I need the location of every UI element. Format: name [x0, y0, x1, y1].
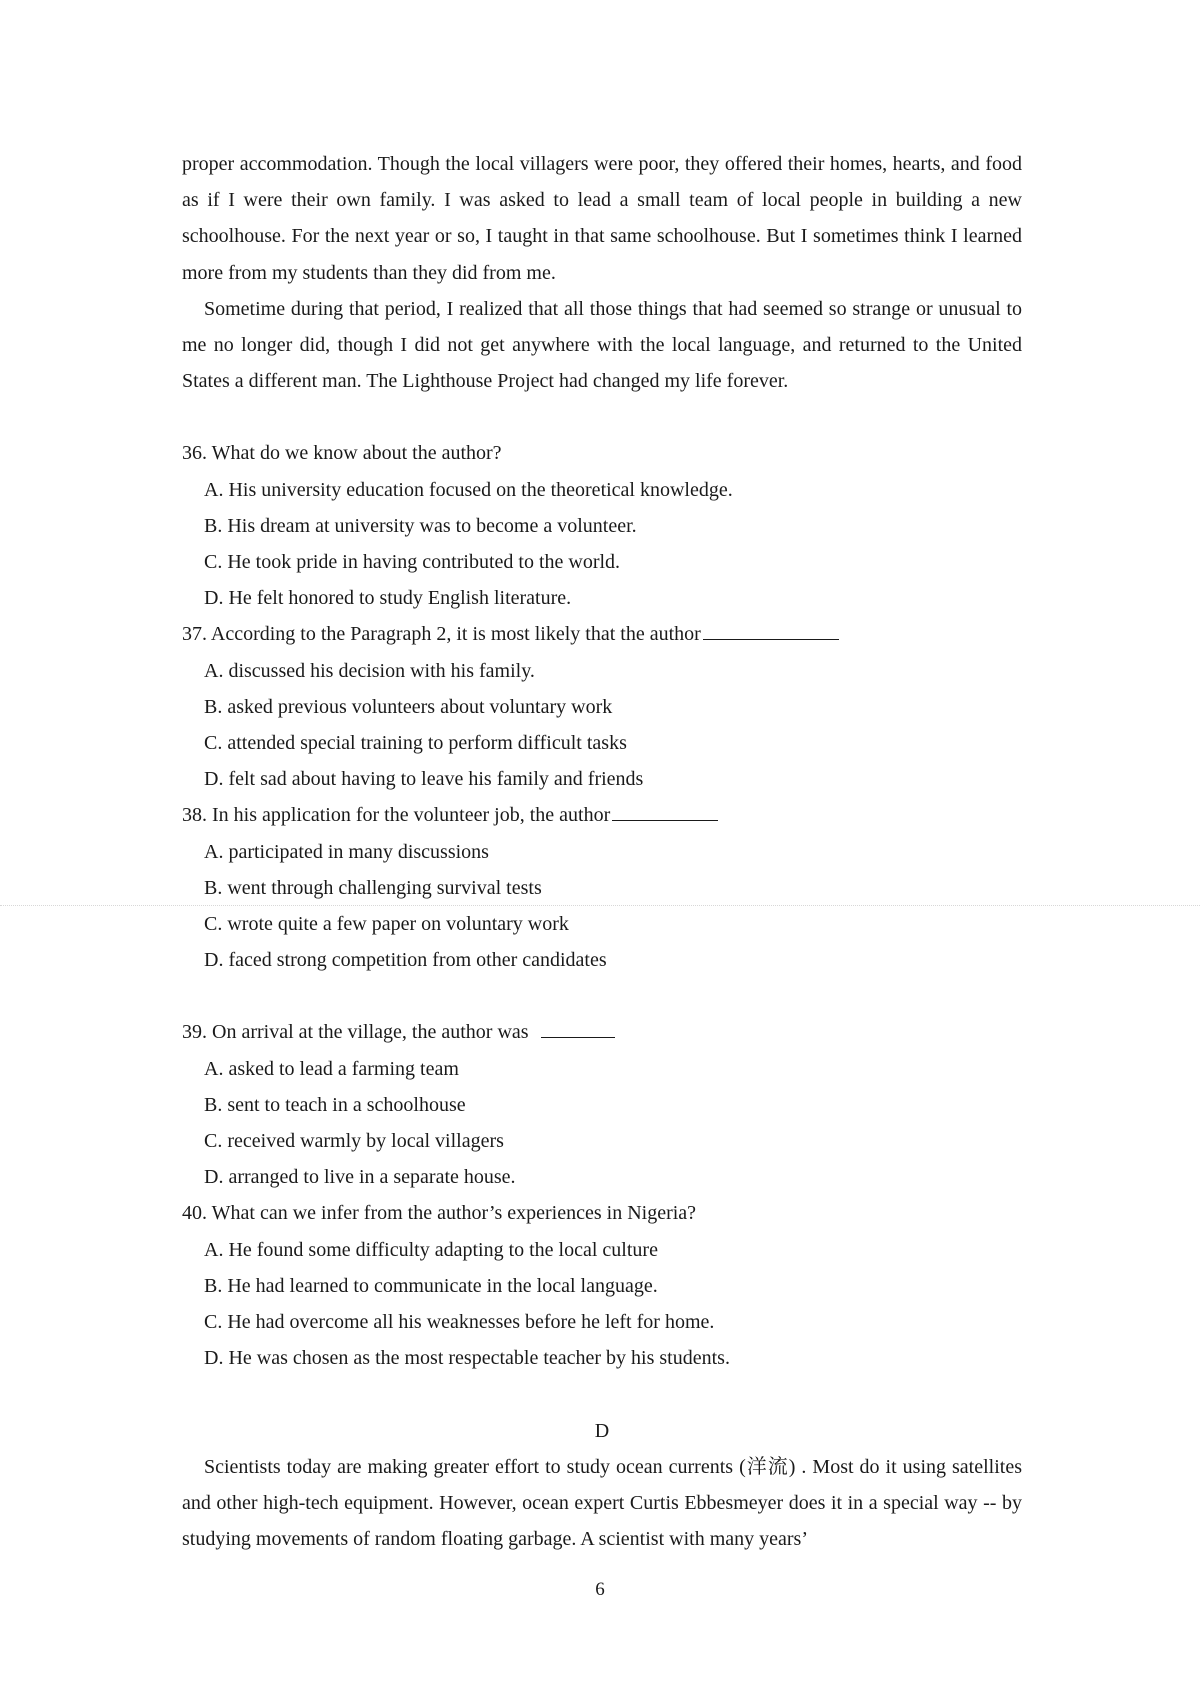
question-stem: 40. What can we infer from the author’s experiences in Nigeria? — [182, 1202, 697, 1225]
answer-option: D. faced strong competition from other candidates — [204, 949, 607, 972]
answer-option: B. went through challenging survival tests — [204, 876, 542, 899]
answer-option: B. asked previous volunteers about voluntary work — [204, 695, 613, 718]
answer-option: D. felt sad about having to leave his family and friends — [204, 768, 644, 791]
question-stem: 36. What do we know about the author? — [182, 442, 502, 465]
answer-option: C. received warmly by local villagers — [204, 1130, 504, 1153]
answer-option: A. His university education focused on the theoretical knowledge. — [204, 478, 733, 501]
answer-option: A. He found some difficulty adapting to the local culture — [204, 1238, 658, 1261]
answer-option: D. arranged to live in a separate house. — [204, 1166, 516, 1189]
answer-blank — [612, 798, 718, 821]
question-40 — [182, 1195, 1022, 1376]
answer-option: C. attended special training to perform difficult tasks — [204, 732, 627, 755]
answer-option: B. sent to teach in a schoolhouse — [204, 1093, 466, 1116]
answer-option: A. discussed his decision with his family. — [204, 659, 535, 682]
passage-c-paragraph: proper accommodation. Though the local villagers were poor, they offered their homes, hearts, and food as if I were their own family. I was asked to lead a small team of local people in building a new schoolhouse. For the next year or so, I taught in that same schoolhouse. But I sometimes think I learned more from my students than they did from me. — [182, 153, 1022, 284]
question-36 — [182, 435, 1022, 616]
answer-option: A. asked to lead a farming team — [204, 1057, 459, 1080]
passage-d-paragraph: Scientists today are making greater effort to study ocean currents (洋流) . Most do it using satellites and other high-tech equipment. However, ocean expert Curtis Ebbesmeyer does it in a special way -- by studying movements of random floating garbage. A scientist with many years’ — [182, 1455, 1022, 1551]
question-stem: 38. In his application for the volunteer job, the author — [182, 804, 611, 827]
section-heading: D — [594, 1419, 610, 1442]
question-37 — [182, 616, 1022, 797]
answer-option: A. participated in many discussions — [204, 840, 489, 863]
question-stem: 37. According to the Paragraph 2, it is most likely that the author — [182, 623, 701, 646]
answer-blank — [703, 617, 839, 640]
scan-divider-line — [0, 905, 1200, 906]
question-39 — [182, 1014, 1022, 1195]
answer-option: C. He had overcome all his weaknesses before he left for home. — [204, 1311, 715, 1334]
question-stem: 39. On arrival at the village, the author was — [182, 1021, 529, 1044]
passage-c-paragraph: Sometime during that period, I realized that all those things that had seemed so strange or unusual to me no longer did, though I did not get anywhere with the local language, and returned to the United States a different man. The Lighthouse Project had changed my life forever. — [182, 297, 1022, 393]
answer-option: D. He was chosen as the most respectable teacher by his students. — [204, 1347, 730, 1370]
question-stem-line — [182, 1014, 1022, 1050]
question-38 — [182, 797, 1022, 978]
answer-option: B. He had learned to communicate in the local language. — [204, 1274, 658, 1297]
question-stem-line — [182, 797, 1022, 833]
answer-option: C. He took pride in having contributed to the world. — [204, 551, 621, 574]
page-number: 6 — [595, 1579, 605, 1600]
answer-option: B. His dream at university was to become a volunteer. — [204, 514, 637, 537]
page-content — [182, 146, 1022, 1557]
question-stem-line — [182, 616, 1022, 652]
answer-option: D. He felt honored to study English literature. — [204, 587, 572, 610]
answer-blank — [541, 1015, 615, 1038]
spacer — [182, 978, 1022, 1014]
answer-option: C. wrote quite a few paper on voluntary work — [204, 913, 569, 936]
spacer — [182, 1377, 1022, 1413]
spacer — [182, 399, 1022, 435]
